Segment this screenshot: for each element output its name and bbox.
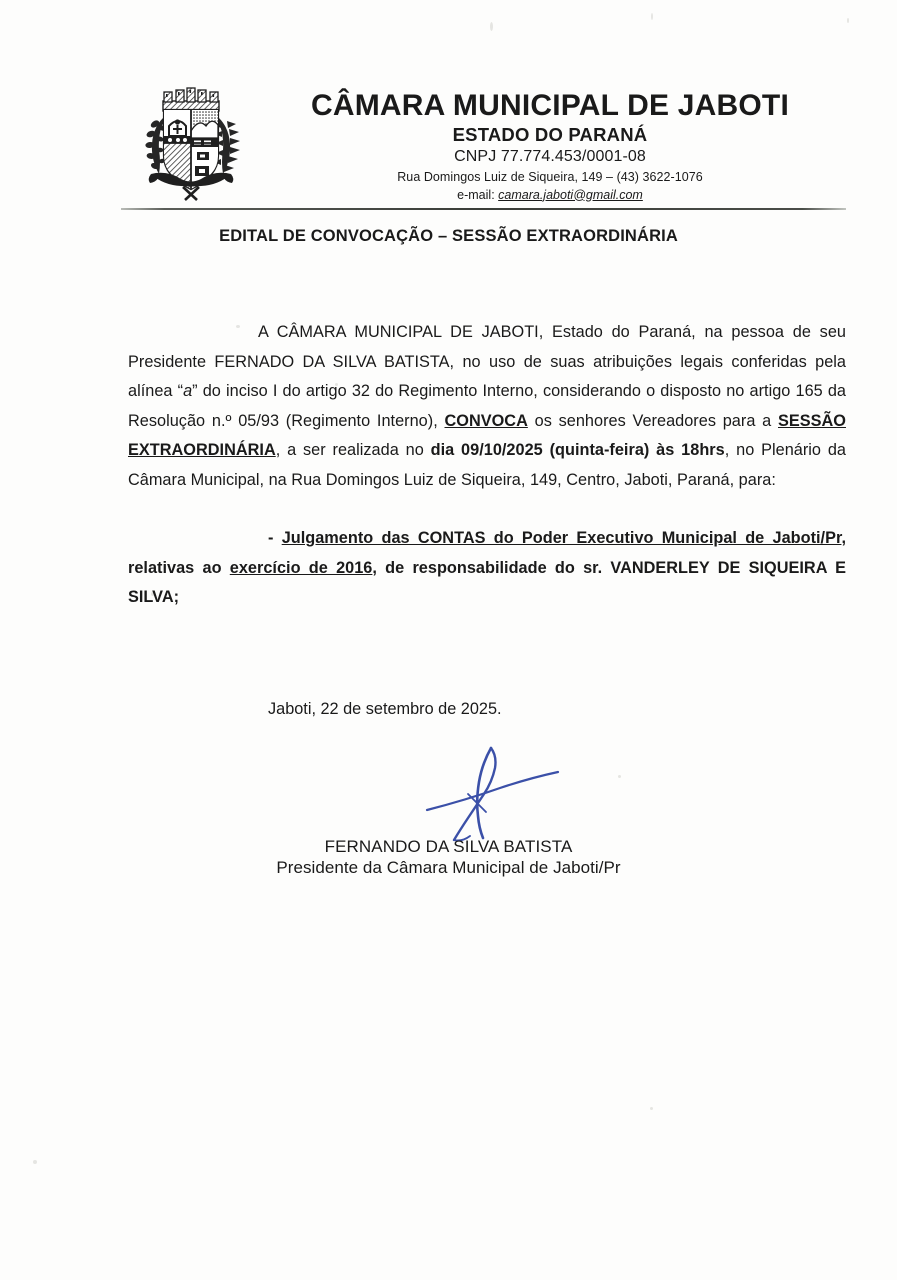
paragraph-spacer (128, 495, 846, 524)
para1-seg2: ” do inciso I do artigo 32 do Regimento Interno, considerando o disposto no artigo 165 da Resolução n.º 05/93 (Regimento Interno), (128, 382, 846, 430)
signature-block (0, 748, 897, 879)
para1-seg4: , a ser realizada no (275, 441, 431, 459)
document-body (128, 318, 846, 613)
organization-name: CÂMARA MUNICIPAL DE JABOTI (311, 89, 789, 122)
letterhead-text (255, 90, 845, 203)
para2-seg2: , de responsabilidade do sr. VANDERLEY DE SIQUEIRA E SILVA; (128, 558, 846, 606)
para2-item-head: Julgamento das CONTAS do Poder Executivo Municipal de Jaboti/Pr (281, 529, 842, 547)
page-title: EDITAL DE CONVOCAÇÃO – SESSÃO EXTRAORDINÁRIA (219, 227, 678, 245)
paragraph-agenda-item (128, 524, 846, 613)
coat-of-arms-icon (133, 84, 249, 204)
organization-state: ESTADO DO PARANÁ (452, 123, 648, 145)
organization-email (255, 188, 845, 203)
scan-speck (847, 18, 849, 23)
signer-name: FERNANDO DA SILVA BATISTA (324, 837, 573, 856)
para1-seg5: , no Plenário da Câmara Municipal, na Rua Domingos Luiz de Siqueira, 149, Centro, Jaboti, Paraná, para: (128, 441, 846, 489)
scan-speck (650, 1107, 653, 1110)
para2-dash: - (268, 529, 282, 547)
para1-sessao: SESSÃO EXTRAORDINÁRIA (128, 411, 846, 459)
para2-seg1: , relativas ao (128, 529, 846, 577)
para2-exercicio: exercício de 2016 (229, 558, 373, 577)
scan-speck (490, 22, 493, 31)
organization-cnpj: CNPJ 77.774.453/0001-08 (454, 148, 646, 166)
paragraph-convocation (128, 318, 846, 495)
header-divider (121, 208, 846, 210)
para1-seg1: A CÂMARA MUNICIPAL DE JABOTI, Estado do Paraná, na pessoa de seu Presidente FERNADO DA SILVA BATISTA, no uso de suas atribuições legais conferidas pela alínea “ (128, 323, 846, 400)
para1-seg3: os senhores Vereadores para a (527, 411, 778, 430)
para1-alinea: a (183, 382, 193, 400)
scan-speck (33, 1160, 37, 1164)
para1-datahora: dia 09/10/2025 (quinta-feira) às 18hrs (430, 441, 725, 459)
email-address: camara.jaboti@gmail.com (498, 187, 643, 202)
signer-role: Presidente da Câmara Municipal de Jaboti/Pr (276, 858, 621, 877)
para1-convoca: CONVOCA (444, 411, 528, 430)
place-and-date: Jaboti, 22 de setembro de 2025. (268, 700, 502, 718)
email-label: e-mail: (457, 187, 495, 202)
scan-speck (651, 13, 653, 20)
organization-address: Rua Domingos Luiz de Siqueira, 149 – (43) 3622-1076 (397, 169, 703, 184)
letterhead (0, 84, 897, 206)
